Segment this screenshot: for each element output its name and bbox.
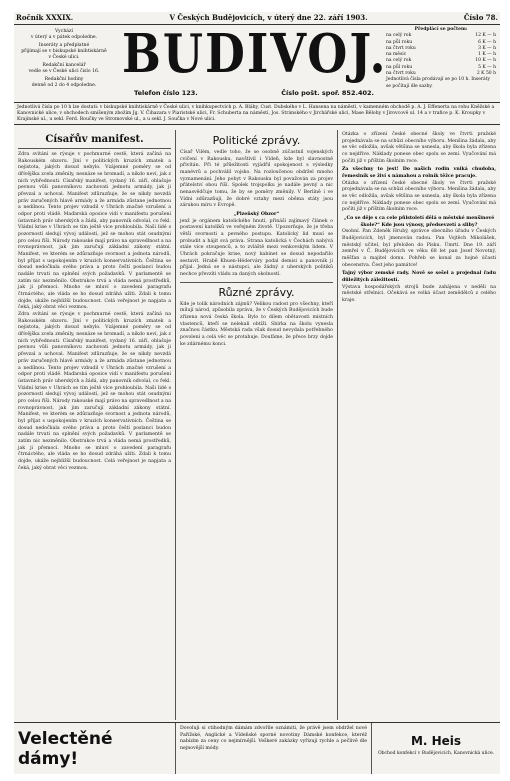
ad-address: Obchod konfekcí v Budějovicích, Kanovnická ulice. <box>377 751 495 756</box>
ad-brand-block <box>372 723 500 774</box>
subscription-prices: Předplácí se počtem: na celý rok 12 K — h na půl roku 6 K — h na čtvrt roku 3 K — h na měsíc 1 K — h na celý rok 10 K — h na půl roku 5 K — h na čtvrt roku 2 K 50 h Jednotlivá čísla prodávají se po 10 h. Inseráty se počítají dle sazby. <box>386 27 496 89</box>
distribution-notice: Jednotlivá čísla po 10 h lze dostati: v biskupské knihtiskárně v České ulici, v knihkupectvích p. A. Bláhy, Cust. Dubského v L. Hansena na náměstí, v kamenném obchodě p. A. J. Effenerta na rohu Kněžské a Kanovnické ulice, v obchodech smíšeným zbožím Jg. V. Čihazara v Piaristské ulici, Fr. Schuberta na náměstí, Jos. Stránského v Jirchářské ulici, Mase Bělohy v Jirovcově ul. 14 a v trafice p. K. Kroupky v Krajinské ul., u sekl. Ferd. Roučky ve Stromovské ul., a u sekl. J. Součka v Nové ulici. <box>14 103 500 125</box>
issue-number: Číslo 78. <box>463 13 498 22</box>
news-body-3: Otázka o zřízení české obecné školy ve čtvrti pražské projednávala se na schůzi obecního výboru. Menšina žádala, aby se věc odložila, avšak většina se usnesla, aby škola byla zřízena co nejdříve. Náklady ponese obec spolu se zemí. Vyučování má počíti již v příštím školním roce. <box>342 132 496 164</box>
news-body: Kde je tolik národních zájmů? Velikou radost pro všechny, kteří milují národ, způsobila zpráva, že v Českých Budějovicích bude zřízena nová česká škola. Bylo to dílem obětavosti místních vlastenců, kteří se nelekali obtíží. Sbírka na školu vynesla značnou částku. Městská rada však dosud nevydala potřebného povolení a celá věc se protahuje. Doufáme, že přece brzy dojde ke zdárnému konci. <box>180 301 333 347</box>
article-heading: Císařův manifest. <box>45 134 144 145</box>
bold-paragraph-2: „Co se děje s ca cele půlstoletí dělá o městské menšinové škole?“ Kde jsou výnosy, předsevzetí a sliby? <box>343 216 495 228</box>
column-1 <box>14 130 176 720</box>
article-body: Zdra svítání se rýsuje v pochmurné cestě, která začíná na Rakouském obzoru. Jiní v politických kruzích zmatek a nejistota, jakých dosud nebylo. Vzájemné poměry se od dřívějška zcela změnily, nesnáze se hromadí, a nikdo neví, jak z nich vybřednouti. Císařský manifest, vydaný 16. září, ohlašuje pevnou vůli panovníkovu zachovati jednotu armády, jak ji převzal a uchoval. Manifest zdůrazňuje, že se nikdy nevzdá práv zaručených hlavě armády a že armáda zůstane jednotnou a nedílnou. Tento projev vzbudil v Uhrách značné vzrušení a odpor proti vládě. Maďarská oposice vidí v manifestu porušení ústavních práv uherských a žádá, aby panovník odvolal, co řekl. Vládní krise v Uhrách se tím ještě více prohloubila. Naši lidé s pozorností sledují vývoj událostí, jež se mohou stát osudnými pro celou říši. Národy rakouské mají právo na spravedlnost a na rovnoprávnost, jak jim zaručují základní zákony státní. Manifest, ve kterém se zdůrazňuje svornost a jednota národů, byl přijat s uspokojením v kruzích konservativních. Čeština se dosud nedočkala svého práva a proto čeští poslanci budou nadále trvati na splnění svých požadavků. V parlamentě se zatím nic nezměnilo. Obstrukce trvá a vláda nemá prostředků, jak ji přemoci. Mnoho se mluví o zavedení paragrafu čtrnáctého, ale vláda se ho dosud zdráhá užíti. Zdali k tomu dojde, ukáže nejbližší budoucnost. Celá veřejnost je napjata a čeká, jaký obrat věci vezmou. <box>18 152 171 311</box>
column-2 <box>176 130 338 720</box>
publication-info: Vychází v úterý a v pátek odpoledne. Inseráty a předplatné přijímají se v biskupské knihtiskárně v České ulici. Redakční kancelář vedle se v České ulici čislo 16. Redakční hodiny denně od 2 do 4 odpoledne. <box>21 29 107 88</box>
newspaper-page <box>14 12 500 774</box>
article-columns <box>14 130 500 720</box>
section-heading-politics: Politické zprávy. <box>212 134 301 147</box>
news-body-3d: Výstava hospodářských strojů bude zahájena v neděli na městské střelnici. Očekává se velká účast zemědělců z celého kraje. <box>342 284 496 304</box>
politics-subhead: „Plzeňský Obzor“ <box>233 212 280 218</box>
newspaper-title: BUDIVOJ. <box>122 22 388 85</box>
ad-text: Dovoluji si ctihodným dámám zdvořile oznámiti, že právě jsem obdržel nové Pařížské, Anglické a Vídeňské sporné novotiny Dámské konfekce, kteréž nabízím za ceny co nejmírnější. Veškeré zakázky vyřizuji rychle a pečlivě dle nejnovější módy. <box>176 723 372 774</box>
postal-account: Číslo pošt. spoř. 852.402. <box>281 89 374 97</box>
ad-headline: Velectěné dámy! <box>14 723 176 774</box>
politics-body: Císař Vilém, vedle toho, že se osobně zúčastnil vojenských cvičení v Rakousku, navštívil i Vídeň, kde byl slavnostně přivítán. Při té příležitosti vyjádřil spokojenost s výsledky manévrů a pochválil vojsko. Na rozloučenou obdržel mnoho vyznamenání. Jeho pobyt v Rakousku byl považován za projev přátelství obou říší. Spolek trojspolku je nadále pevný a nic nenasvědčuje tomu, že by se poměry změnily. V Berlíně i ve Vídni zdůrazňují, že dobré vztahy mezi oběma státy jsou zárukou míru v Evropě. <box>180 150 333 209</box>
article-body-cont: Zdra svítání se rýsuje v pochmurné cestě, která začíná na Rakouském obzoru. Jiní v politických kruzích zmatek a nejistota, jakých dosud nebylo. Vzájemné poměry se od dřívějška zcela změnily, nesnáze se hromadí, a nikdo neví, jak z nich vybřednouti. Císařský manifest, vydaný 16. září, ohlašuje pevnou vůli panovníkovu zachovati jednotu armády, jak ji převzal a uchoval. Manifest zdůrazňuje, že se nikdy nevzdá práv zaručených hlavě armády a že armáda zůstane jednotnou a nedílnou. Tento projev vzbudil v Uhrách značné vzrušení a odpor proti vládě. Maďarská oposice vidí v manifestu porušení ústavních práv uherských a žádá, aby panovník odvolal, co řekl. Vládní krise v Uhrách se tím ještě více prohloubila. Naši lidé s pozorností sledují vývoj událostí, jež se mohou stát osudnými pro celou říši. Národy rakouské mají právo na spravedlnost a na rovnoprávnost, jak jim zaručují základní zákony státní. Manifest, ve kterém se zdůrazňuje svornost a jednota národů, byl přijat s uspokojením v kruzích konservativních. Čeština se dosud nedočkala svého práva a proto čeští poslanci budou nadále trvati na splnění svých požadavků. V parlamentě se zatím nic nezměnilo. Obstrukce trvá a vláda nemá prostředků, jak ji přemoci. Mnoho se mluví o zavedení paragrafu čtrnáctého, ale vláda se ho dosud zdráhá užíti. Zdali k tomu dojde, ukáže nejbližší budoucnost. Celá veřejnost je napjata a čeká, jaký obrat věci vezmou. <box>18 312 171 471</box>
phone-number: Telefon číslo 123. <box>134 89 198 97</box>
volume-number: Ročník XXXIX. <box>16 13 74 22</box>
news-body-3b: Otázka o zřízení české obecné školy ve čtvrti pražské projednávala se na schůzi obecního výboru. Menšina žádala, aby se věc odložila, avšak většina se usnesla, aby škola byla zřízena co nejdříve. Náklady ponese obec spolu se zemí. Vyučování má počíti již v příštím školním roce. <box>342 180 496 213</box>
masthead <box>14 22 500 103</box>
column-3 <box>338 130 500 720</box>
ad-brand: M. Heis <box>410 734 462 748</box>
bold-paragraph-3: Tajný výbor zemské rady. Nově se sešel a projednal řadu důležitých záležitostí. <box>342 271 496 284</box>
section-heading-news: Různé zprávy. <box>218 285 295 299</box>
politics-body-2: jenž je orgánem katolického hnutí, přináší zajímavý článek o postavení katolíků ve veřejném životě. Upozorňuje, že je třeba větší svornosti a pevného postupu. Katolický lid musí se probudit a hájit svá práva. Strana katolická v Čechách nabývá stále více stoupenců, a to zvláště mezi venkovským lidem. V Uhrách pokračuje krise, nový kabinet se dosud nepodařilo sestavit. Hrabě Khuen-Héderváry podal demisi a panovník ji přijal. Jedná se o nástupci, ale žádný z uherských politiků nechce převzíti vládu za daných okolností. <box>180 218 333 278</box>
bold-paragraph-1: Za všechny to jest! Do našich rodin vniká chudoba, řemeslník se živí s námahou a rolník těžce pracuje. <box>342 167 496 180</box>
news-body-3c: Osobní. Pan Zdeněk Hrubý, správce obecního úřadu v Českých Budějovicích, byl jmenován radou. Pan Vojtěch Mikolášek, městský učitel, byl přeložen do Písku. Úmrtí. Dne 19. září zemřel v Č. Budějovicích ve věku 68 let pan Josef Novotný, měšťan a majitel domu. Pohřeb se konal za hojné účasti obecenstva. Čest jeho památce! <box>342 229 496 268</box>
masthead-contact <box>134 89 374 97</box>
dateline: V Českých Budějovicích, v úterý dne 22. září 1903. <box>169 13 368 22</box>
advertisement-strip <box>14 722 500 774</box>
